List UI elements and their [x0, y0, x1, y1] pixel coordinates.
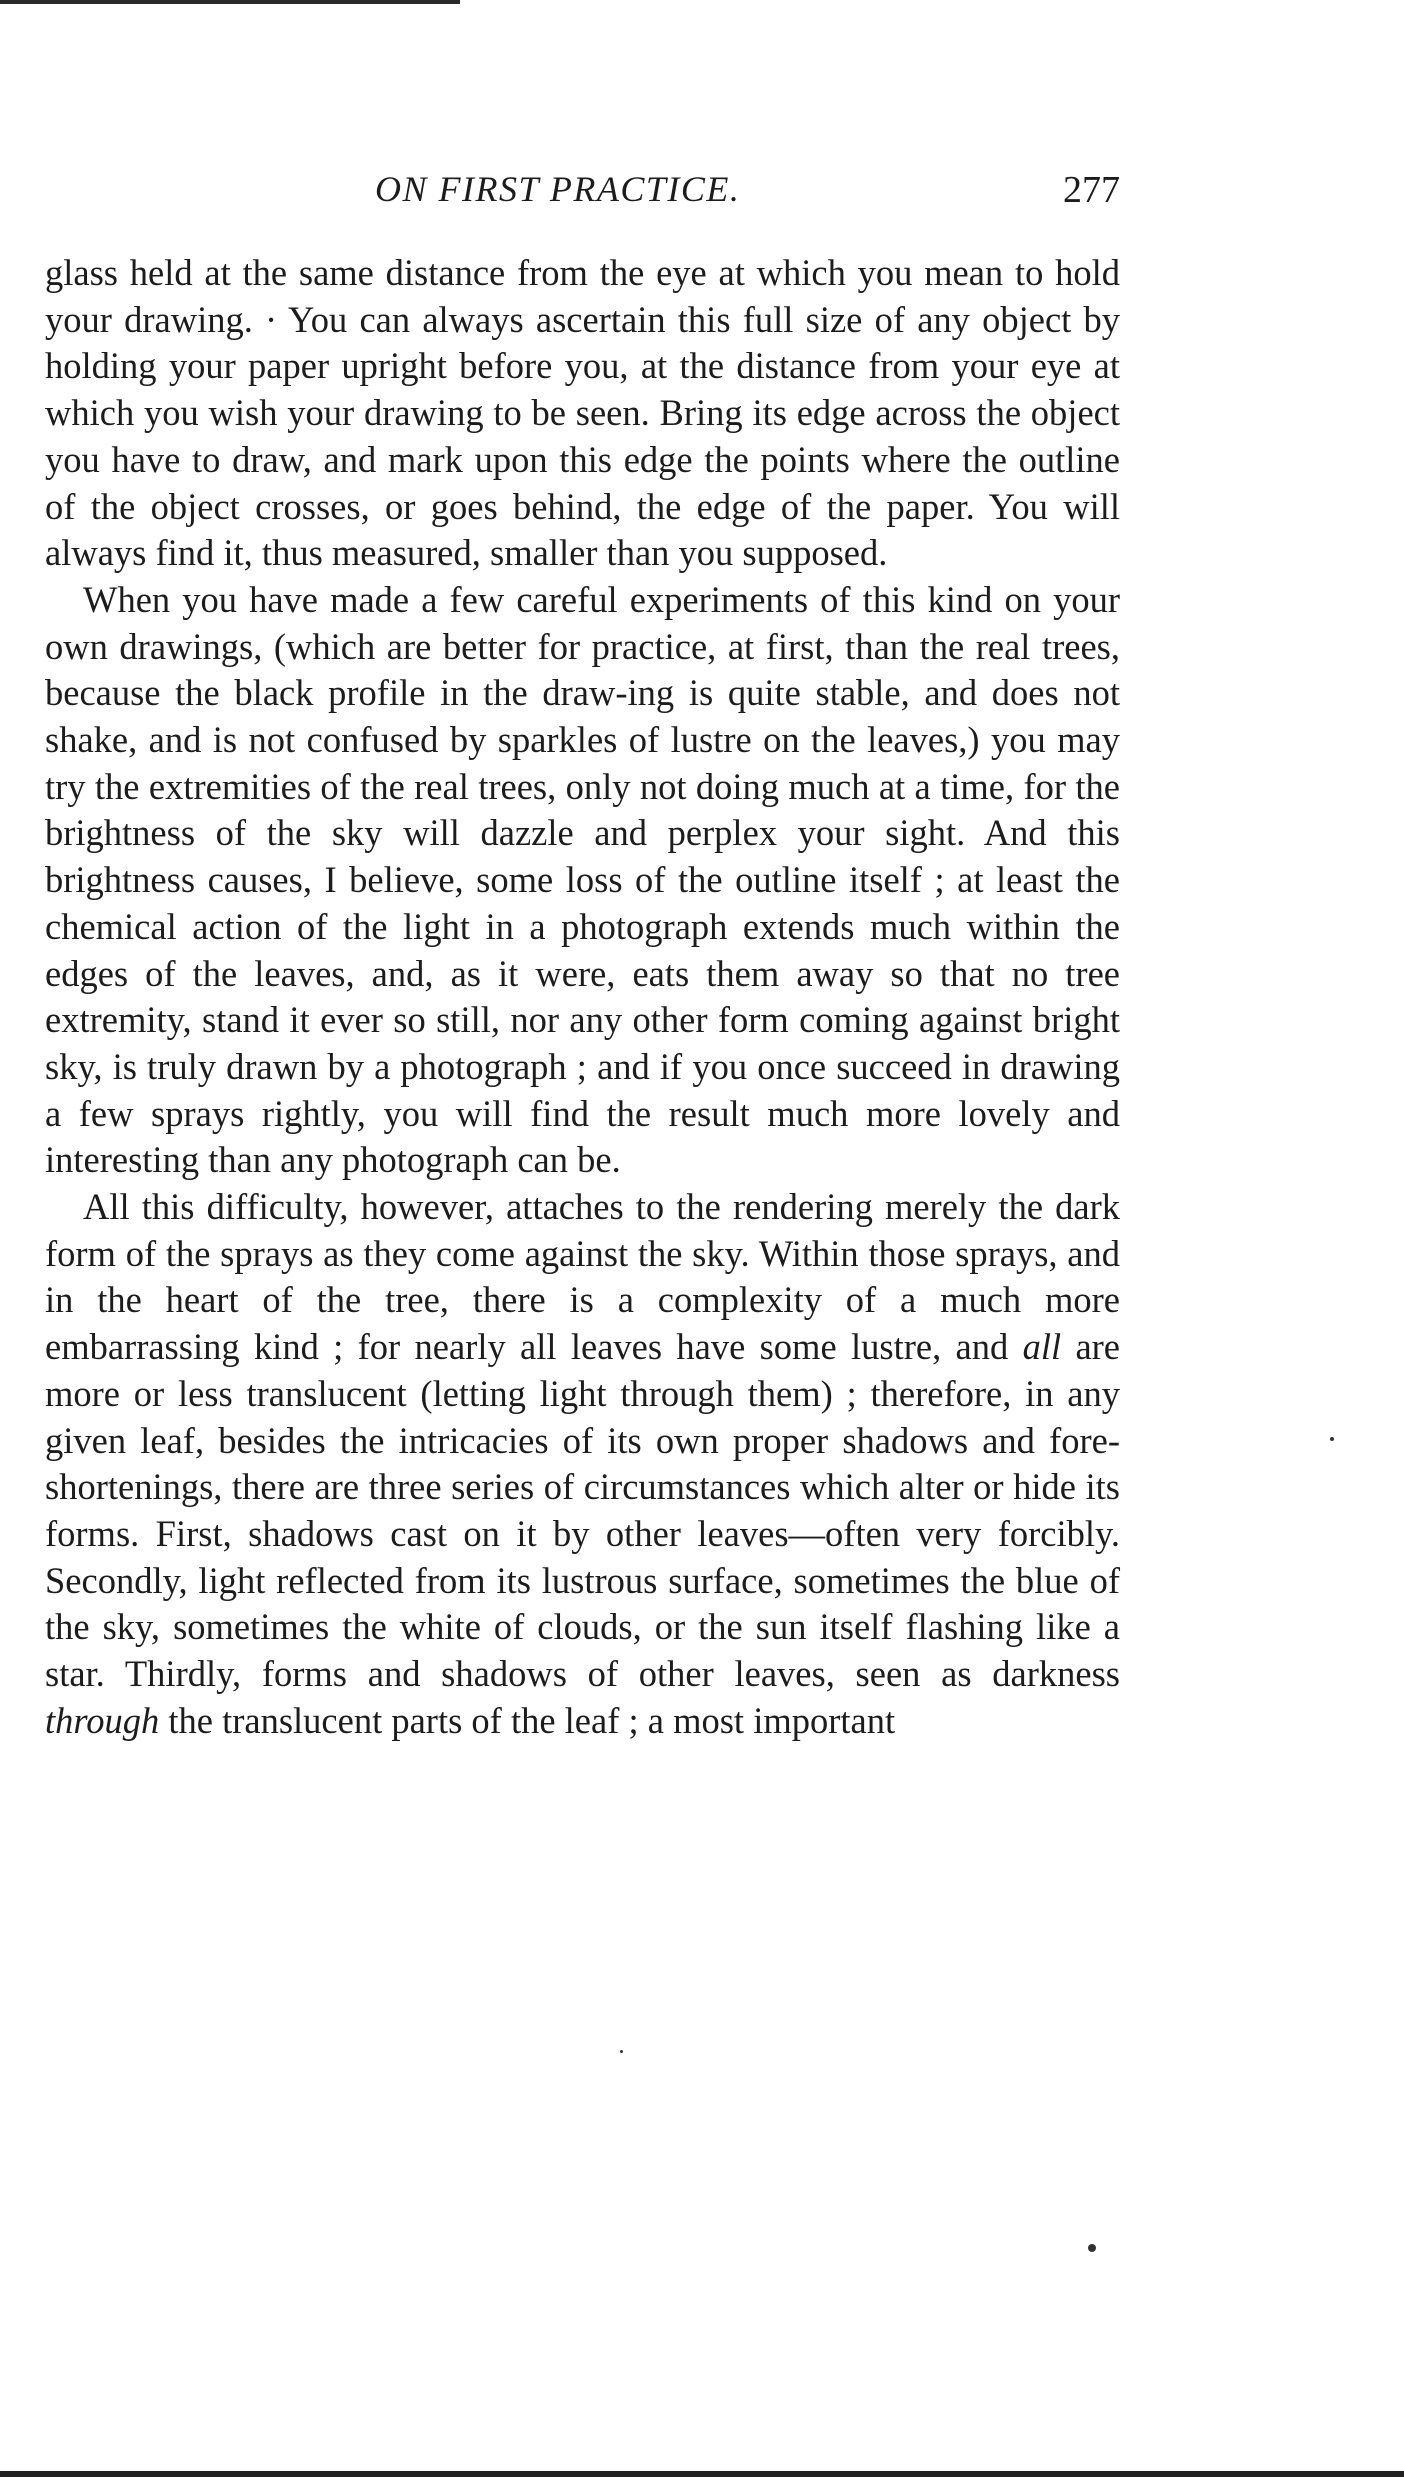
paragraph-3-text-end: the translucent parts of the leaf ; a most important — [159, 1699, 896, 1741]
italic-word-all: all — [1022, 1326, 1062, 1368]
paragraph-1: glass held at the same distance from the eye at which you mean to hold your drawing. · You can always ascertain this full size of any object by holding your paper upright before you, at the distance from your eye at which you wish your drawing to be seen. Bring its edge across the object you have to draw, and mark upon this edge the points where the outline of the object crosses, or goes behind, the edge of the paper. You will always find it, thus measured, smaller than you supposed. — [45, 252, 1120, 574]
margin-speck — [1330, 1437, 1334, 1441]
page-header — [45, 168, 1120, 218]
paragraph-3-text: All this difficulty, however, attaches to the rendering merely the dark form of the sprays as they come against the sky. Within those sprays, and in the heart of the tree, there is a complexity of a much more embarrassing kind ; for nearly all leaves have some lustre, and — [45, 1186, 1120, 1368]
paragraph-3-text-cont: are more or less translucent (letting light through them) ; therefore, in any given leaf, besides the intricacies of its own proper shadows and fore-shortenings, there are three series of circumstances which alter or hide its forms. First, shadows cast on it by other leaves—often very forcibly. Secondly, light reflected from its lustrous surface, sometimes the blue of the sky, sometimes the white of clouds, or the sun itself flashing like a star. Thirdly, forms and shadows of other leaves, seen as darkness — [45, 1326, 1120, 1695]
bottom-edge-rule — [0, 2471, 1404, 2477]
top-edge-rule — [0, 0, 460, 4]
margin-speck — [620, 2050, 623, 2053]
page-number: 277 — [1063, 169, 1120, 211]
body-text — [45, 250, 1120, 1745]
running-title: ON FIRST PRACTICE. — [375, 169, 741, 209]
paragraph-2: When you have made a few careful experiments of this kind on your own drawings, (which are better for practice, at first, than the real trees, because the black profile in the draw-ing is quite stable, and does not shake, and is not confused by sparkles of lustre on the leaves,) you may try the extremities of the real trees, only not doing much at a time, for the brightness of the sky will dazzle and perplex your sight. And this brightness causes, I believe, some loss of the outline itself ; at least the chemical action of the light in a photograph extends much within the edges of the leaves, and, as it were, eats them away so that no tree extremity, stand it ever so still, nor any other form coming against bright sky, is truly drawn by a photograph ; and if you once succeed in drawing a few sprays rightly, you will find the result much more lovely and interesting than any photograph can be. — [45, 578, 1120, 1181]
italic-word-through: through — [45, 1699, 160, 1741]
margin-speck — [1088, 2244, 1096, 2252]
paragraph-3 — [45, 1184, 1120, 1744]
